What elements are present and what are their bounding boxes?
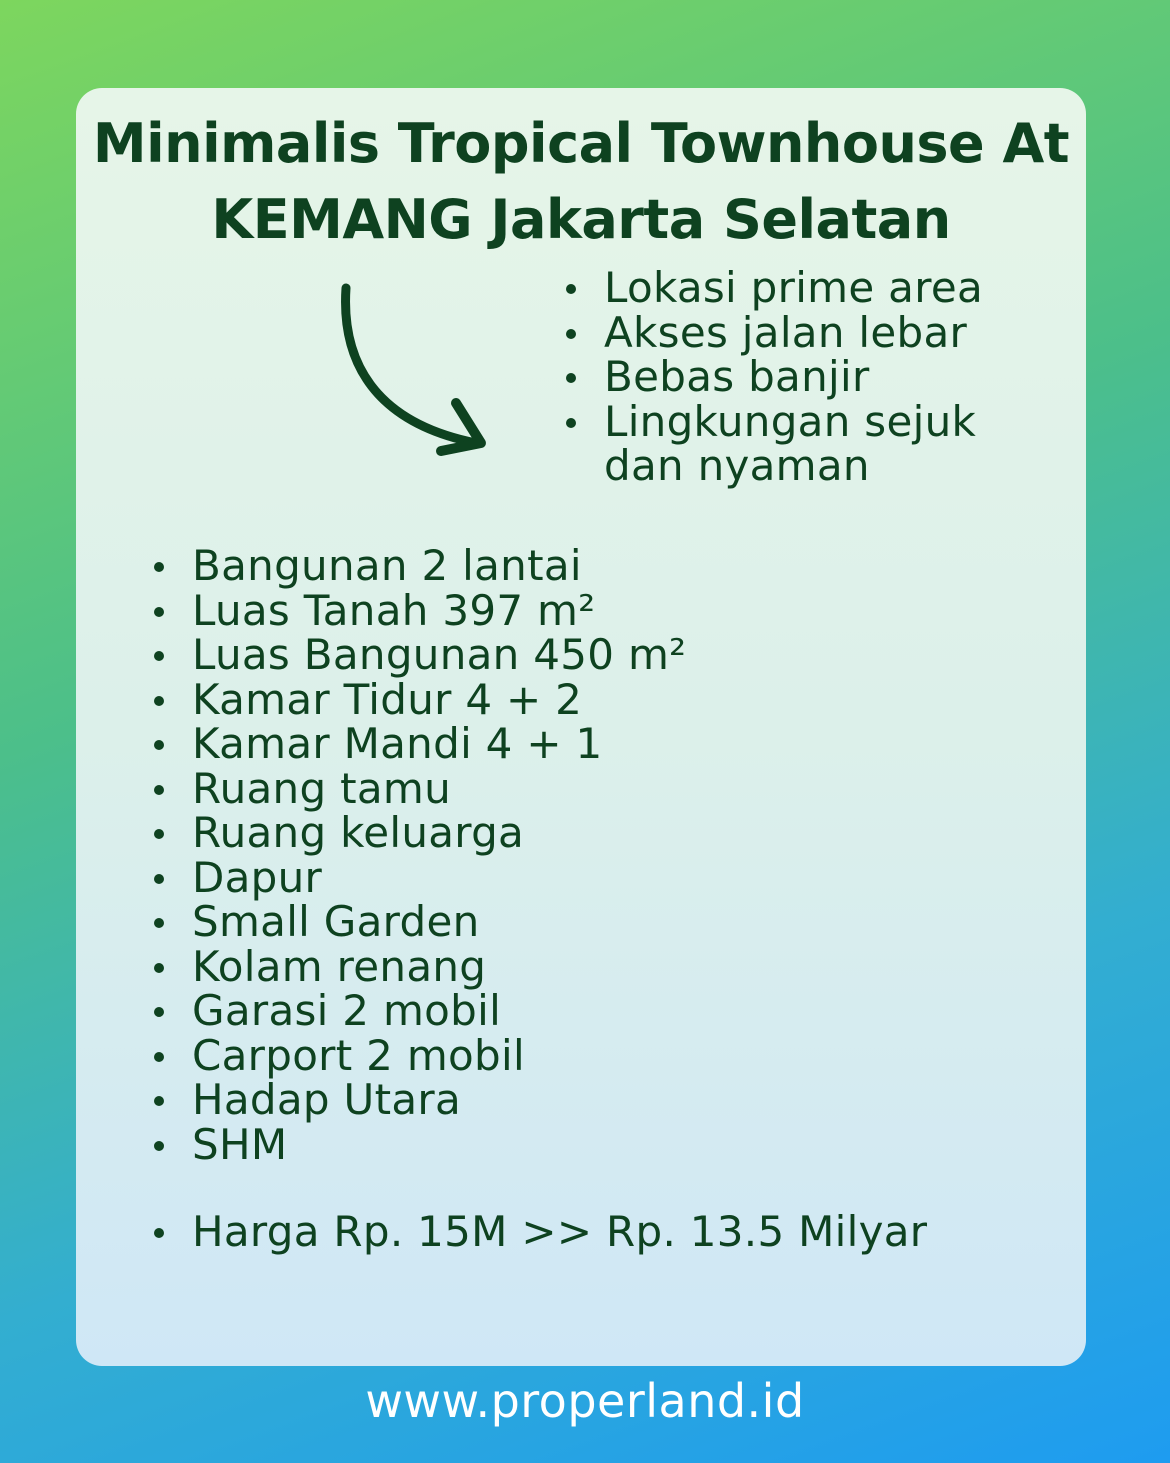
feature-list (564, 263, 984, 490)
feature-text-line-2: dan nyaman (604, 441, 870, 490)
spec-item: Luas Bangunan 450 m² (152, 633, 686, 678)
spec-item: SHM (152, 1123, 686, 1168)
feature-item (564, 396, 983, 490)
feature-text-line-1: Lingkungan sejuk (604, 396, 977, 446)
listing-card (76, 88, 1086, 1366)
spec-list (152, 541, 687, 1169)
spec-item: Small Garden (152, 900, 686, 945)
spec-item: Bangunan 2 lantai (152, 544, 686, 589)
spec-item: Kamar Tidur 4 + 2 (152, 678, 686, 723)
curved-arrow-icon (336, 283, 496, 468)
price-item: Harga Rp. 15M >> Rp. 13.5 Milyar (152, 1210, 927, 1255)
spec-item: Ruang tamu (152, 767, 686, 812)
title-line-1: Minimalis Tropical Townhouse At (92, 112, 1070, 175)
spec-item: Carport 2 mobil (152, 1034, 686, 1079)
price-list (152, 1207, 928, 1256)
website-url: www.properland.id (365, 1374, 805, 1428)
spec-item: Hadap Utara (152, 1078, 686, 1123)
spec-item: Ruang keluarga (152, 811, 686, 856)
spec-item: Dapur (152, 856, 686, 901)
spec-item: Kolam renang (152, 945, 686, 990)
spec-item: Garasi 2 mobil (152, 989, 686, 1034)
title-line-2: KEMANG Jakarta Selatan (211, 188, 951, 251)
feature-item: Lokasi prime area (564, 266, 983, 311)
listing-title (76, 106, 1086, 258)
spec-item: Luas Tanah 397 m² (152, 589, 686, 634)
feature-item: Bebas banjir (564, 355, 983, 400)
feature-item: Akses jalan lebar (564, 311, 983, 356)
spec-item: Kamar Mandi 4 + 1 (152, 722, 686, 767)
